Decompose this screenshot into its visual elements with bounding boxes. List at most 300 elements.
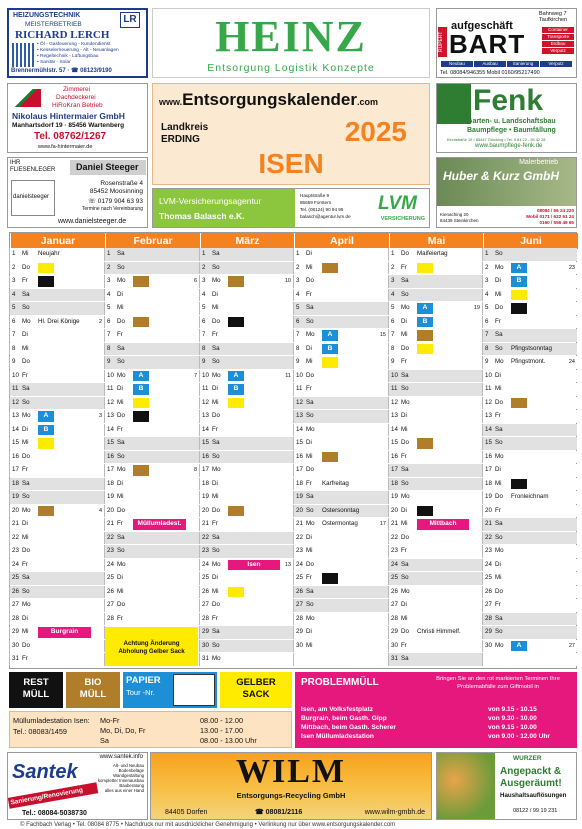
papier-tour-marker: A xyxy=(133,371,149,382)
day-number: 27 xyxy=(485,601,492,608)
ad-lerch-l2: MEISTERBETRIEB xyxy=(25,21,82,28)
day-cell xyxy=(482,545,577,558)
week-number: 11 xyxy=(285,372,291,379)
day-number: 22 xyxy=(485,533,492,541)
papier-tour-marker: B xyxy=(228,384,244,395)
day-number: 10 xyxy=(485,371,492,379)
santek-item: Bodenbeläge xyxy=(118,768,144,773)
day-number: 29 xyxy=(296,628,303,635)
weekday: Do xyxy=(117,601,125,608)
day-cell xyxy=(104,262,199,275)
weekday: Di xyxy=(117,290,123,298)
day-cell xyxy=(388,248,482,261)
day-number: 27 xyxy=(202,601,209,608)
weekday: Do xyxy=(22,547,30,554)
day-number: 9 xyxy=(391,358,395,365)
day-number: 19 xyxy=(485,493,492,500)
holiday-label: Neujahr xyxy=(38,250,60,257)
day-number: 18 xyxy=(485,479,492,487)
problemmuell-marker: Müllumladest. xyxy=(133,519,186,530)
weekday: Do xyxy=(212,412,220,419)
weekday: Di xyxy=(117,479,123,487)
day-cell xyxy=(482,370,577,383)
wurzer-l1: Angepackt & xyxy=(500,766,562,777)
steeger-tel: ☏ 0179 904 63 93 xyxy=(87,198,143,205)
fenk-small: Kirchstraße 19 • 85447 Grucking • Tel. 0 81 22 - 55 42 28 xyxy=(447,137,546,142)
day-number: 16 xyxy=(12,452,19,460)
day-cell xyxy=(482,613,577,626)
weekday: Do xyxy=(495,304,503,311)
weekday: So xyxy=(495,344,503,352)
hm-tel: Tel. 08762/1267 xyxy=(34,131,107,142)
day-number: 6 xyxy=(202,317,206,325)
day-cell xyxy=(388,586,482,599)
day-cell xyxy=(104,410,199,423)
wurzer-pic xyxy=(437,753,495,820)
problem-site-row xyxy=(301,732,575,741)
weekday: Fr xyxy=(401,358,407,365)
weekday: Mo xyxy=(306,520,315,527)
weekday: Sa xyxy=(306,493,314,500)
day-cell xyxy=(199,410,293,423)
weekday: Fr xyxy=(495,412,501,419)
hm-addr: Manhartsdorf 19 · 85456 Wartenberg xyxy=(12,122,125,129)
day-number: 26 xyxy=(485,587,492,595)
day-cell xyxy=(199,316,293,329)
day-cell xyxy=(9,262,104,275)
day-number: 16 xyxy=(296,452,303,460)
day-cell xyxy=(388,599,482,612)
day-cell xyxy=(293,329,388,342)
legend-prob-title: PROBLEMMÜLL xyxy=(301,677,379,688)
papier-tour-marker: B xyxy=(133,384,149,395)
weekday: Mo xyxy=(495,547,504,554)
papier-tour-marker: B xyxy=(38,425,54,436)
wilm-tel: ☎ 08081/2116 xyxy=(255,809,303,816)
weekday: Sa xyxy=(306,304,314,311)
day-number: 18 xyxy=(202,479,209,487)
weekday: Mi xyxy=(117,398,124,406)
huber-addr-line: Kienaching 20 xyxy=(440,212,469,217)
station-box xyxy=(9,711,292,748)
day-cell xyxy=(9,302,104,315)
calendar-header xyxy=(152,83,430,185)
bart-service: Container xyxy=(542,27,574,33)
weekday: Fr xyxy=(212,425,218,433)
day-number: 23 xyxy=(296,547,303,554)
day-cell xyxy=(293,640,388,653)
day-number: 29 xyxy=(391,628,398,635)
day-cell xyxy=(199,383,293,396)
day-cell xyxy=(104,316,199,329)
weekday: Mo xyxy=(212,560,221,568)
day-cell xyxy=(482,262,577,275)
weekday: Fr xyxy=(401,641,407,649)
legend-bio-l1: BIO xyxy=(84,677,102,688)
calendar-row xyxy=(9,289,577,302)
wilm-sub: Entsorgungs-Recycling GmbH xyxy=(236,791,346,800)
huber-addr-line: 84439 Steinkirchen xyxy=(440,218,479,223)
weekday: So xyxy=(401,290,409,298)
lerch-pic xyxy=(12,43,34,67)
day-number: 24 xyxy=(391,560,398,568)
calendar-row xyxy=(9,559,577,572)
weekday: So xyxy=(212,358,220,365)
day-cell xyxy=(199,518,293,531)
calendar-row xyxy=(9,343,577,356)
day-number: 25 xyxy=(202,574,209,581)
weekday: Di xyxy=(117,385,123,392)
gelber-sack-note-line: Abholung Gelber Sack xyxy=(118,647,185,655)
weekday: Mi xyxy=(401,520,408,527)
day-number: 8 xyxy=(107,344,111,352)
restmuell-marker xyxy=(511,303,527,314)
holiday-label: Pfingstsonntag xyxy=(511,344,552,352)
day-number: 20 xyxy=(296,506,303,514)
calendar-row xyxy=(9,383,577,396)
day-cell xyxy=(199,437,293,450)
day-cell xyxy=(9,640,104,653)
ad-lvm[interactable] xyxy=(152,188,430,228)
day-number: 28 xyxy=(391,614,398,622)
day-number: 13 xyxy=(485,412,492,419)
day-cell xyxy=(9,343,104,356)
day-cell xyxy=(293,397,388,410)
day-cell xyxy=(104,545,199,558)
day-number: 2 xyxy=(296,263,300,271)
day-number: 24 xyxy=(202,560,209,568)
day-cell xyxy=(482,559,577,572)
weekday: Do xyxy=(117,317,125,325)
day-number: 17 xyxy=(391,466,398,473)
day-cell xyxy=(9,599,104,612)
weekday: Do xyxy=(117,506,125,514)
day-cell xyxy=(293,491,388,504)
day-number: 26 xyxy=(391,587,398,595)
weekday: Fr xyxy=(212,614,218,622)
biomuell-marker xyxy=(228,506,244,517)
day-cell xyxy=(199,559,293,572)
steeger-tag: IHR FLIESENLEGER xyxy=(10,160,56,173)
day-number: 5 xyxy=(202,304,206,311)
day-number: 4 xyxy=(202,290,206,298)
weekday: Do xyxy=(22,641,30,649)
day-cell xyxy=(482,424,577,437)
bart-side: RUPERT xyxy=(438,27,447,57)
day-number: 4 xyxy=(296,290,300,298)
day-cell xyxy=(104,532,199,545)
wurzer-tel: 08122 / 99 19 231 xyxy=(513,808,558,814)
day-cell xyxy=(388,424,482,437)
day-number: 3 xyxy=(202,277,206,284)
day-number: 2 xyxy=(12,263,16,271)
station-r3t: 08.00 - 13.00 Uhr xyxy=(200,736,257,745)
ad-fenk[interactable] xyxy=(436,83,577,153)
papier-tour-marker: A xyxy=(511,641,527,652)
lvm-l2: Thomas Balasch e.K. xyxy=(159,211,245,221)
day-cell xyxy=(482,572,577,585)
weekday: Mi xyxy=(212,398,219,406)
day-cell xyxy=(9,437,104,450)
day-cell xyxy=(199,613,293,626)
weekday: Do xyxy=(495,587,503,595)
day-cell xyxy=(388,383,482,396)
day-cell xyxy=(293,370,388,383)
day-cell xyxy=(104,437,199,450)
day-cell xyxy=(388,275,482,288)
day-number: 19 xyxy=(296,493,303,500)
restmuell-marker xyxy=(322,573,338,584)
day-number: 11 xyxy=(107,385,114,392)
santek-item: alles aus einer Hand xyxy=(104,788,144,793)
holiday-label: Fronleichnam xyxy=(511,493,549,500)
day-cell xyxy=(199,289,293,302)
day-cell xyxy=(293,410,388,423)
day-number: 22 xyxy=(296,533,303,541)
day-cell xyxy=(388,640,482,653)
day-number: 15 xyxy=(107,439,114,446)
problem-site-row xyxy=(301,723,575,732)
day-number: 16 xyxy=(107,452,114,460)
day-number: 15 xyxy=(12,439,19,446)
weekday: Di xyxy=(401,412,407,419)
weekday: Di xyxy=(22,614,28,622)
ad-bart[interactable] xyxy=(436,8,577,78)
day-number: 26 xyxy=(12,587,19,595)
day-number: 24 xyxy=(485,560,492,568)
ad-steeger[interactable] xyxy=(7,157,148,228)
biomuell-marker xyxy=(511,398,527,409)
station-r2t: 13.00 - 17.00 xyxy=(200,726,244,735)
weekday: Mi xyxy=(22,439,29,446)
weekday: Mi xyxy=(117,493,124,500)
papier-tour-marker: A xyxy=(417,303,433,314)
day-number: 21 xyxy=(296,520,303,527)
calendar-row xyxy=(9,262,577,275)
day-number: 15 xyxy=(391,439,398,446)
day-cell xyxy=(199,505,293,518)
day-number: 4 xyxy=(485,290,489,298)
weekday: Fr xyxy=(22,655,28,662)
weekday: Sa xyxy=(401,371,409,379)
weekday: Do xyxy=(306,371,314,379)
weekday: Mi xyxy=(22,344,29,352)
day-number: 15 xyxy=(485,439,492,446)
day-number: 10 xyxy=(107,371,114,379)
ad-heinz[interactable] xyxy=(152,8,430,78)
header-town: ISEN xyxy=(258,148,324,179)
bart-service: Erdbau xyxy=(542,41,574,47)
weekday: So xyxy=(22,304,30,311)
day-cell xyxy=(199,599,293,612)
hm-l3: HiRoKran Betrieb xyxy=(52,102,103,109)
weekday: Do xyxy=(401,250,409,257)
day-number: 19 xyxy=(12,493,19,500)
day-number: 17 xyxy=(296,466,303,473)
week-number: 3 xyxy=(98,413,102,419)
day-cell xyxy=(199,451,293,464)
weekday: Sa xyxy=(117,533,125,541)
day-number: 10 xyxy=(391,371,398,379)
restmuell-marker xyxy=(228,317,244,328)
day-number: 14 xyxy=(12,425,19,433)
weekday: Mo xyxy=(306,331,315,338)
day-number: 28 xyxy=(485,614,492,622)
santek-item: Wandgestaltung xyxy=(113,773,144,778)
day-cell xyxy=(104,356,199,369)
day-cell xyxy=(199,343,293,356)
weekday: So xyxy=(117,263,125,271)
weekday: So xyxy=(212,263,220,271)
hm-name: Nikolaus Hintermaier GmbH xyxy=(12,111,125,121)
day-cell xyxy=(388,505,482,518)
calendar-row xyxy=(9,248,577,261)
day-number: 20 xyxy=(202,506,209,514)
day-cell xyxy=(9,248,104,261)
ad-lerch-name: RICHARD LERCH xyxy=(15,29,110,41)
day-cell xyxy=(293,599,388,612)
calendar-row xyxy=(9,451,577,464)
weekday: So xyxy=(306,506,314,514)
header-year: 2025 xyxy=(344,116,407,147)
weekday: Fr xyxy=(117,520,123,527)
day-number: 5 xyxy=(296,304,300,311)
weekday: Mo xyxy=(22,601,31,608)
ad-huber[interactable] xyxy=(436,157,577,228)
weekday: Fr xyxy=(22,560,28,568)
day-cell xyxy=(293,343,388,356)
day-cell xyxy=(9,316,104,329)
day-number: 9 xyxy=(107,358,111,365)
day-cell xyxy=(482,302,577,315)
day-cell xyxy=(199,329,293,342)
day-cell xyxy=(293,316,388,329)
ad-santek[interactable] xyxy=(7,752,148,820)
day-cell xyxy=(104,424,199,437)
day-number: 17 xyxy=(485,466,492,473)
weekday: Fr xyxy=(401,452,407,460)
day-number: 20 xyxy=(485,506,492,514)
weekday: Di xyxy=(401,601,407,608)
fenk-logo-bg xyxy=(437,84,471,124)
ad-wurzer[interactable] xyxy=(436,752,577,820)
lvm-addr-line: Tel. (08124) 90 94 95 xyxy=(300,207,344,212)
calendar-row xyxy=(9,613,577,626)
day-cell xyxy=(9,586,104,599)
day-number: 1 xyxy=(391,250,395,257)
weekday: Sa xyxy=(22,385,30,392)
day-cell xyxy=(482,316,577,329)
weekday: Mo xyxy=(401,493,410,500)
steeger-note: Termine nach Vereinbarung xyxy=(81,206,143,212)
calendar-row xyxy=(9,599,577,612)
weekday: Di xyxy=(212,290,218,298)
day-number: 21 xyxy=(202,520,209,527)
weekday: So xyxy=(401,574,409,581)
holiday-label: Ostermontag xyxy=(322,520,358,527)
day-number: 31 xyxy=(202,655,209,662)
tour-input[interactable] xyxy=(173,674,215,706)
day-cell xyxy=(482,289,577,302)
calendar-row xyxy=(9,491,577,504)
restmuell-marker xyxy=(38,276,54,287)
weekday: Fr xyxy=(212,331,218,338)
day-cell xyxy=(482,437,577,450)
weekday: Mo xyxy=(306,425,315,433)
day-cell xyxy=(104,248,199,261)
day-number: 12 xyxy=(391,398,398,406)
steeger-addr2: 85452 Moosinning xyxy=(89,188,143,195)
biomuell-marker xyxy=(417,330,433,341)
weekday: Mi xyxy=(306,641,313,649)
calendar-row xyxy=(9,586,577,599)
ad-wilm[interactable] xyxy=(150,752,432,820)
weekday: Mi xyxy=(401,331,408,338)
day-cell xyxy=(388,613,482,626)
lvm-box xyxy=(153,189,295,228)
day-cell xyxy=(293,275,388,288)
weekday: Fr xyxy=(212,520,218,527)
ad-hintermaier[interactable] xyxy=(7,83,148,153)
problem-site-place: Mittbach, beim Gasth. Scherer xyxy=(301,724,396,731)
weekday: Do xyxy=(22,263,30,271)
day-cell xyxy=(199,302,293,315)
weekday: So xyxy=(495,533,503,541)
day-cell xyxy=(482,356,577,369)
day-cell xyxy=(482,505,577,518)
weekday: Do xyxy=(401,439,409,446)
day-number: 14 xyxy=(391,425,398,433)
day-cell xyxy=(199,586,293,599)
weekday: Sa xyxy=(401,466,409,473)
weekday: Mi xyxy=(117,304,124,311)
biomuell-marker xyxy=(417,438,433,449)
day-number: 24 xyxy=(296,560,303,568)
weekday: Mo xyxy=(495,358,504,365)
weekday: Mi xyxy=(212,304,219,311)
day-cell xyxy=(293,437,388,450)
day-cell xyxy=(104,599,199,612)
weekday: Di xyxy=(401,506,407,514)
day-cell xyxy=(9,505,104,518)
day-number: 3 xyxy=(12,277,16,284)
day-cell xyxy=(293,248,388,261)
day-number: 21 xyxy=(107,520,114,527)
ad-lerch[interactable] xyxy=(7,8,148,78)
weekday: Do xyxy=(306,560,314,568)
problem-site-place: Burgrain, beim Gasth. Gipp xyxy=(301,715,387,722)
problemmuell-marker: Burgrain xyxy=(38,627,91,638)
day-cell xyxy=(199,491,293,504)
lerch-item: • Öl - Gasfeuerung - Kundendienst xyxy=(37,42,111,47)
lerch-item: • Sanitär - Solar xyxy=(37,60,71,65)
day-number: 27 xyxy=(391,601,398,608)
day-cell xyxy=(9,275,104,288)
problemmuell-marker: Isen xyxy=(228,560,280,571)
weekday: Sa xyxy=(401,560,409,568)
day-number: 19 xyxy=(107,493,114,500)
day-number: 23 xyxy=(202,547,209,554)
day-number: 25 xyxy=(485,574,492,581)
station-r2d: Mo, Di, Do, Fr xyxy=(100,726,146,735)
day-cell xyxy=(388,491,482,504)
weekday: Di xyxy=(212,479,218,487)
day-number: 18 xyxy=(12,479,19,487)
day-number: 18 xyxy=(107,479,114,487)
day-cell xyxy=(388,262,482,275)
weekday: Mo xyxy=(22,317,31,325)
santek-tel: Tel.: 08084-5038730 xyxy=(22,810,87,817)
